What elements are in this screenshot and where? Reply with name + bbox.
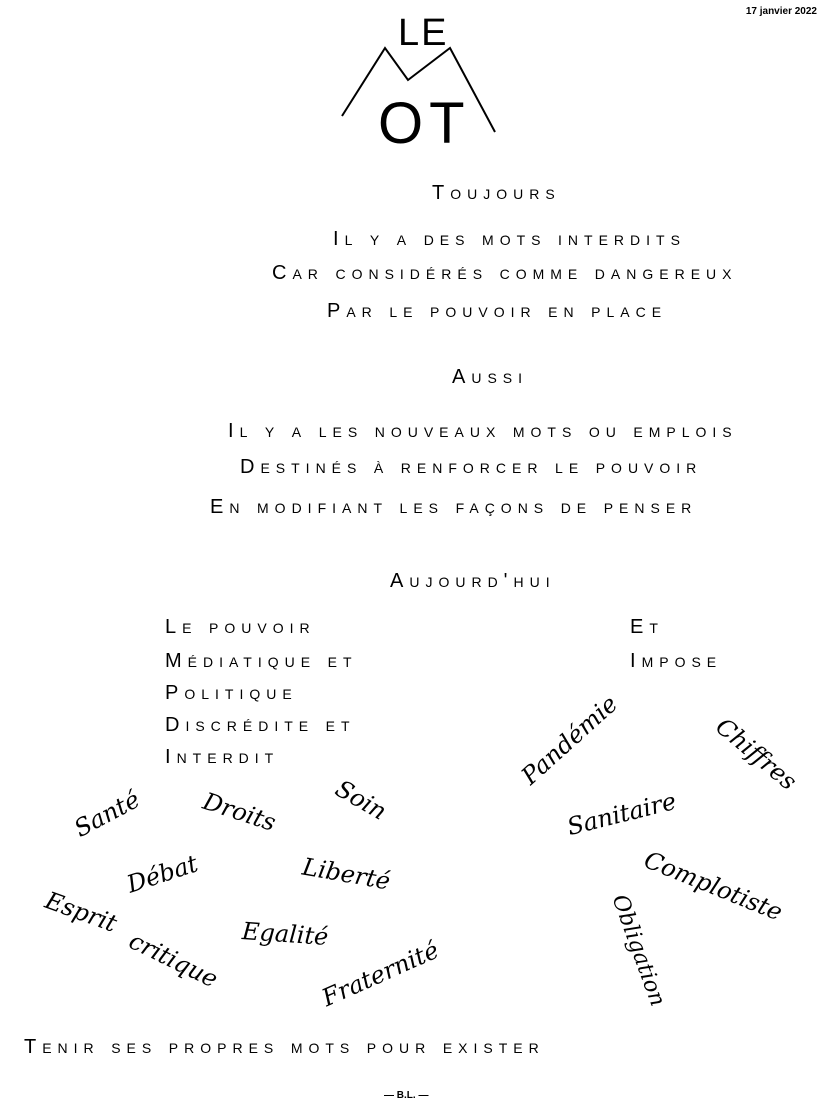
- word-pandemie: Pandémie: [515, 689, 624, 791]
- word-sanitaire: Sanitaire: [564, 786, 679, 842]
- block1-line: Il y a des mots interdits: [333, 228, 686, 250]
- left-block-line: Interdit: [165, 746, 280, 768]
- word-sante: Santé: [69, 785, 145, 843]
- word-soin: Soin: [330, 774, 392, 826]
- right-block-line: Impose: [630, 650, 723, 672]
- word-esprit: Esprit: [41, 886, 121, 938]
- heading-aussi: Aussi: [452, 366, 529, 388]
- word-fraternite: Fraternité: [317, 935, 444, 1013]
- word-egalite: Egalité: [241, 917, 330, 951]
- block2-line: Il y a les nouveaux mots ou emplois: [228, 420, 738, 442]
- word-chiffres: Chiffres: [710, 712, 803, 796]
- left-block-line: Médiatique et: [165, 650, 358, 672]
- logo-bottom-text: OT: [378, 91, 471, 156]
- block1-line: Par le pouvoir en place: [327, 300, 668, 322]
- word-debat: Débat: [123, 849, 202, 899]
- signature: — B.L. —: [384, 1090, 429, 1101]
- word-liberte: Liberté: [300, 852, 393, 896]
- block2-line: Destinés à renforcer le pouvoir: [240, 456, 703, 478]
- date-label: 17 janvier 2022: [745, 6, 817, 17]
- word-complotiste: Complotiste: [640, 845, 787, 927]
- heading-toujours: Toujours: [432, 182, 561, 204]
- title-logo: [340, 8, 500, 160]
- block2-line: En modifiant les façons de penser: [210, 496, 698, 518]
- heading-aujourdhui: Aujourd'hui: [390, 570, 556, 592]
- right-block-line: Et: [630, 616, 664, 638]
- word-obligation: Obligation: [606, 891, 671, 1010]
- left-block-line: Politique: [165, 682, 298, 704]
- block1-line: Car considérés comme dangereux: [272, 262, 738, 284]
- word-critique: critique: [124, 926, 223, 994]
- closing-line: Tenir ses propres mots pour exister: [24, 1036, 545, 1058]
- left-block-line: Discrédite et: [165, 714, 356, 736]
- word-droits: Droits: [199, 787, 280, 837]
- logo-top-text: LE: [398, 12, 449, 54]
- left-block-line: Le pouvoir: [165, 616, 316, 638]
